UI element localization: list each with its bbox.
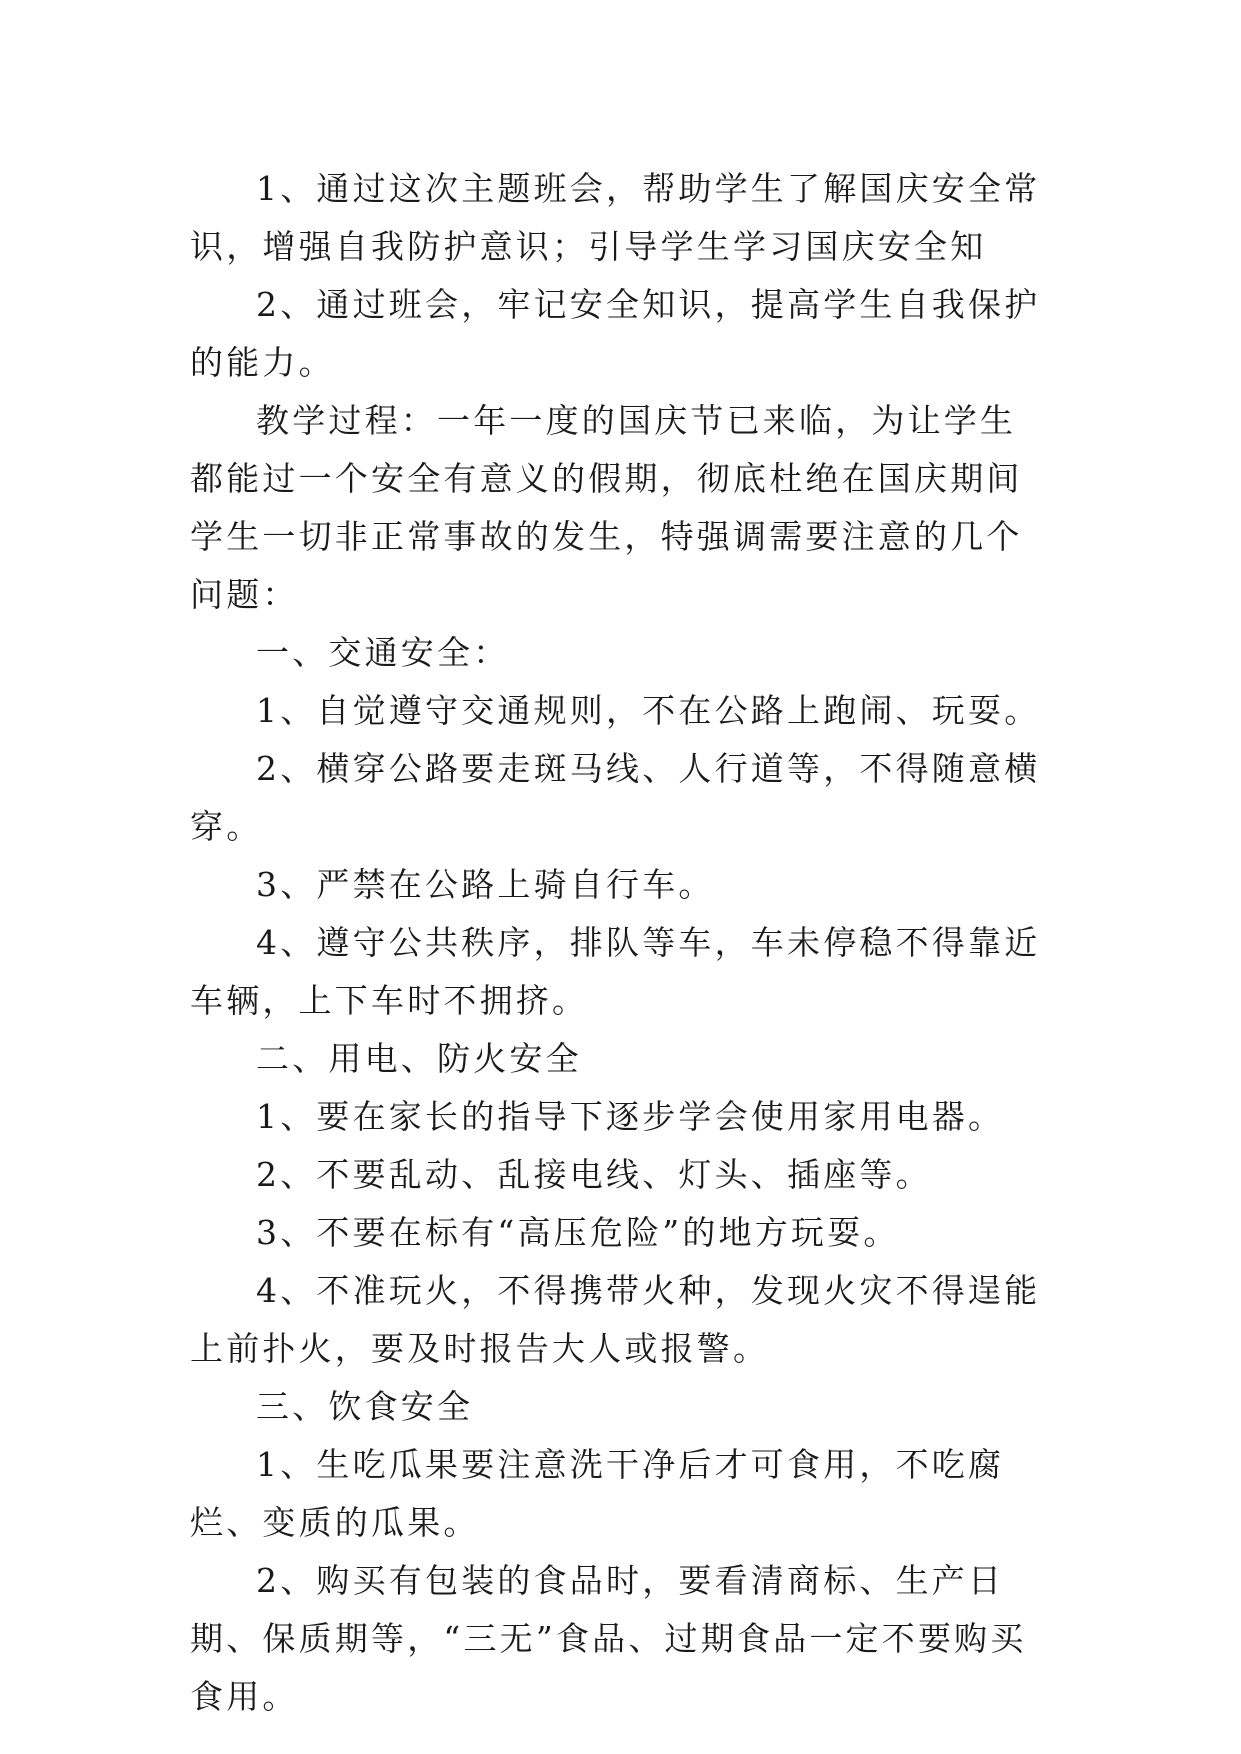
section-heading-electric-fire-safety: 二、用电、防火安全: [256, 1039, 582, 1078]
food-item-2: 2、购买有包装的食品时，要看清商标、生产日期、保质期等，“三无”食品、过期食品一定不要购买食用。: [190, 1561, 1027, 1716]
food-item-1: 1、生吃瓜果要注意洗干净后才可食用，不吃腐烂、变质的瓜果。: [190, 1445, 1005, 1542]
traffic-item-3: 3、严禁在公路上骑自行车。: [256, 865, 715, 904]
document-body: [190, 160, 1050, 1726]
electric-item-2: 2、不要乱动、乱接电线、灯头、插座等。: [256, 1155, 932, 1194]
electric-item-4: 4、不准玩火，不得携带火种，发现火灾不得逞能上前扑火，要及时报告大人或报警。: [190, 1271, 1041, 1368]
traffic-item-1: 1、自觉遵守交通规则，不在公路上跑闹、玩耍。: [256, 691, 1041, 730]
paragraph-goal-2: 2、通过班会，牢记安全知识，提高学生自我保护的能力。: [190, 285, 1041, 382]
paragraph-goal-1: 1、通过这次主题班会，帮助学生了解国庆安全常识，增强自我防护意识；引导学生学习国庆安全知: [190, 169, 1041, 266]
paragraph-teaching-process: 教学过程：一年一度的国庆节已来临，为让学生都能过一个安全有意义的假期，彻底杜绝在国庆期间学生一切非正常事故的发生，特强调需要注意的几个问题：: [190, 401, 1023, 614]
traffic-item-4: 4、遵守公共秩序，排队等车，车未停稳不得靠近车辆，上下车时不拥挤。: [190, 923, 1041, 1020]
electric-item-3: 3、不要在标有“高压危险”的地方玩耍。: [256, 1213, 900, 1252]
section-heading-food-safety: 三、饮食安全: [256, 1387, 474, 1426]
traffic-item-2: 2、横穿公路要走斑马线、人行道等，不得随意横穿。: [190, 749, 1041, 846]
section-heading-traffic-safety: 一、交通安全：: [256, 633, 510, 672]
electric-item-1: 1、要在家长的指导下逐步学会使用家用电器。: [256, 1097, 1005, 1136]
